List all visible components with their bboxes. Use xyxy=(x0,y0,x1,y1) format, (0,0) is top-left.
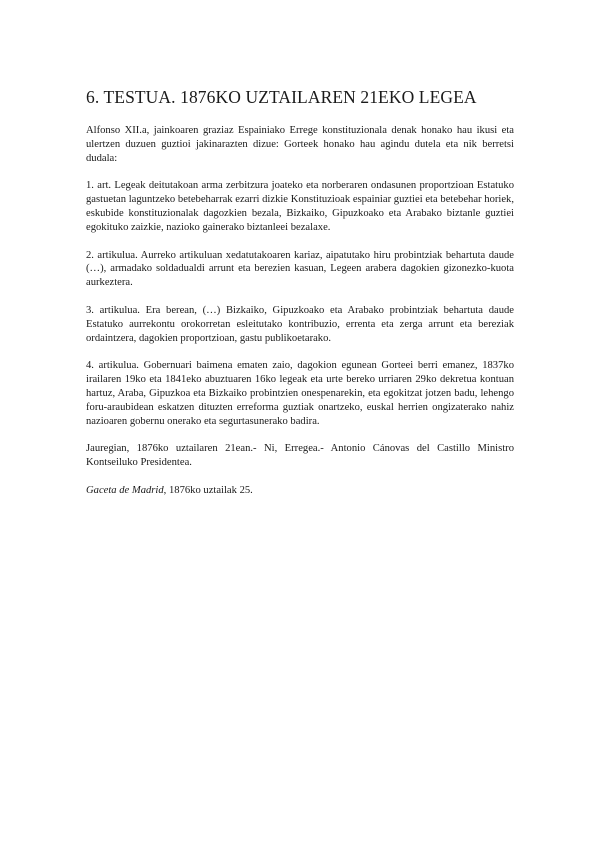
article-3-paragraph: 3. artikulua. Era berean, (…) Bizkaiko, Gipuzkoako eta Arabako probintziak behartuta daude Estatuko aurrekontu orokorretan esleitutako kontribuzio, errenta eta zerga arrunt eta bereziak ordaintzera, dagokien proportzioan, gastu publikoetarako. xyxy=(86,304,514,344)
document-page xyxy=(86,86,514,512)
intro-paragraph: Alfonso XII.a, jainkoaren graziaz Espainiako Errege konstituzionala denak honako hau ikusi eta ulertzen duzuen guztioi jakinarazten dizue: Gorteek honako hau agindu dutela eta nik berretsi dudala: xyxy=(86,125,514,164)
signature-paragraph: Jauregian, 1876ko uztailaren 21ean.- Ni, Erregea.- Antonio Cánovas del Castillo Ministro Kontseiluko Presidentea. xyxy=(86,443,514,469)
article-1-paragraph: 1. art. Legeak deitutakoan arma zerbitzura joateko eta norberaren ondasunen proportzioan Estatuko gastuetan laguntzeko betebeharrak ezarri dizkie Konstituzioak espainiar guztiei eta betebehar horiek, eskubide konstituzionalak dagozkien bezala, Bizkaiko, Gipuzkoako eta Arabako biztanle guztiei egokituko zaizkie, nazioko gainerako biztanleei bezalaxe. xyxy=(86,180,514,233)
publication-date: , 1876ko uztailak 25. xyxy=(163,484,253,496)
article-2-paragraph: 2. artikulua. Aurreko artikuluan xedatutakoaren kariaz, aipatutako hiru probintziak behartuta daude (…), armadako soldadualdi arrunt eta berezien kasuan, Legeen arabera dagokien gizonezko-kuota aurkeztera. xyxy=(86,249,514,289)
article-4-paragraph: 4. artikulua. Gobernuari baimena ematen zaio, dagokion egunean Gorteei berri emanez, 1837ko irailaren 19ko eta 1841eko abuztuaren 16ko legeak eta urte bereko urriaren 29ko dekretua kontuan hartuz, Araba, Gipuzkoa eta Bizkaiko probintzien onespenarekin, eta egokitzat jotzen badu, lehengo foru-araubidean eskatzen dituzten erreforma guztiak onartzeko, euskal herrien ongizaterako nahiz nazioaren gobernu onerako eta segurtasunerako badira. xyxy=(86,360,514,427)
publication-name: Gaceta de Madrid xyxy=(86,484,164,496)
document-title: 6. TESTUA. 1876KO UZTAILAREN 21EKO LEGEA xyxy=(86,87,477,107)
source-citation xyxy=(86,484,514,498)
